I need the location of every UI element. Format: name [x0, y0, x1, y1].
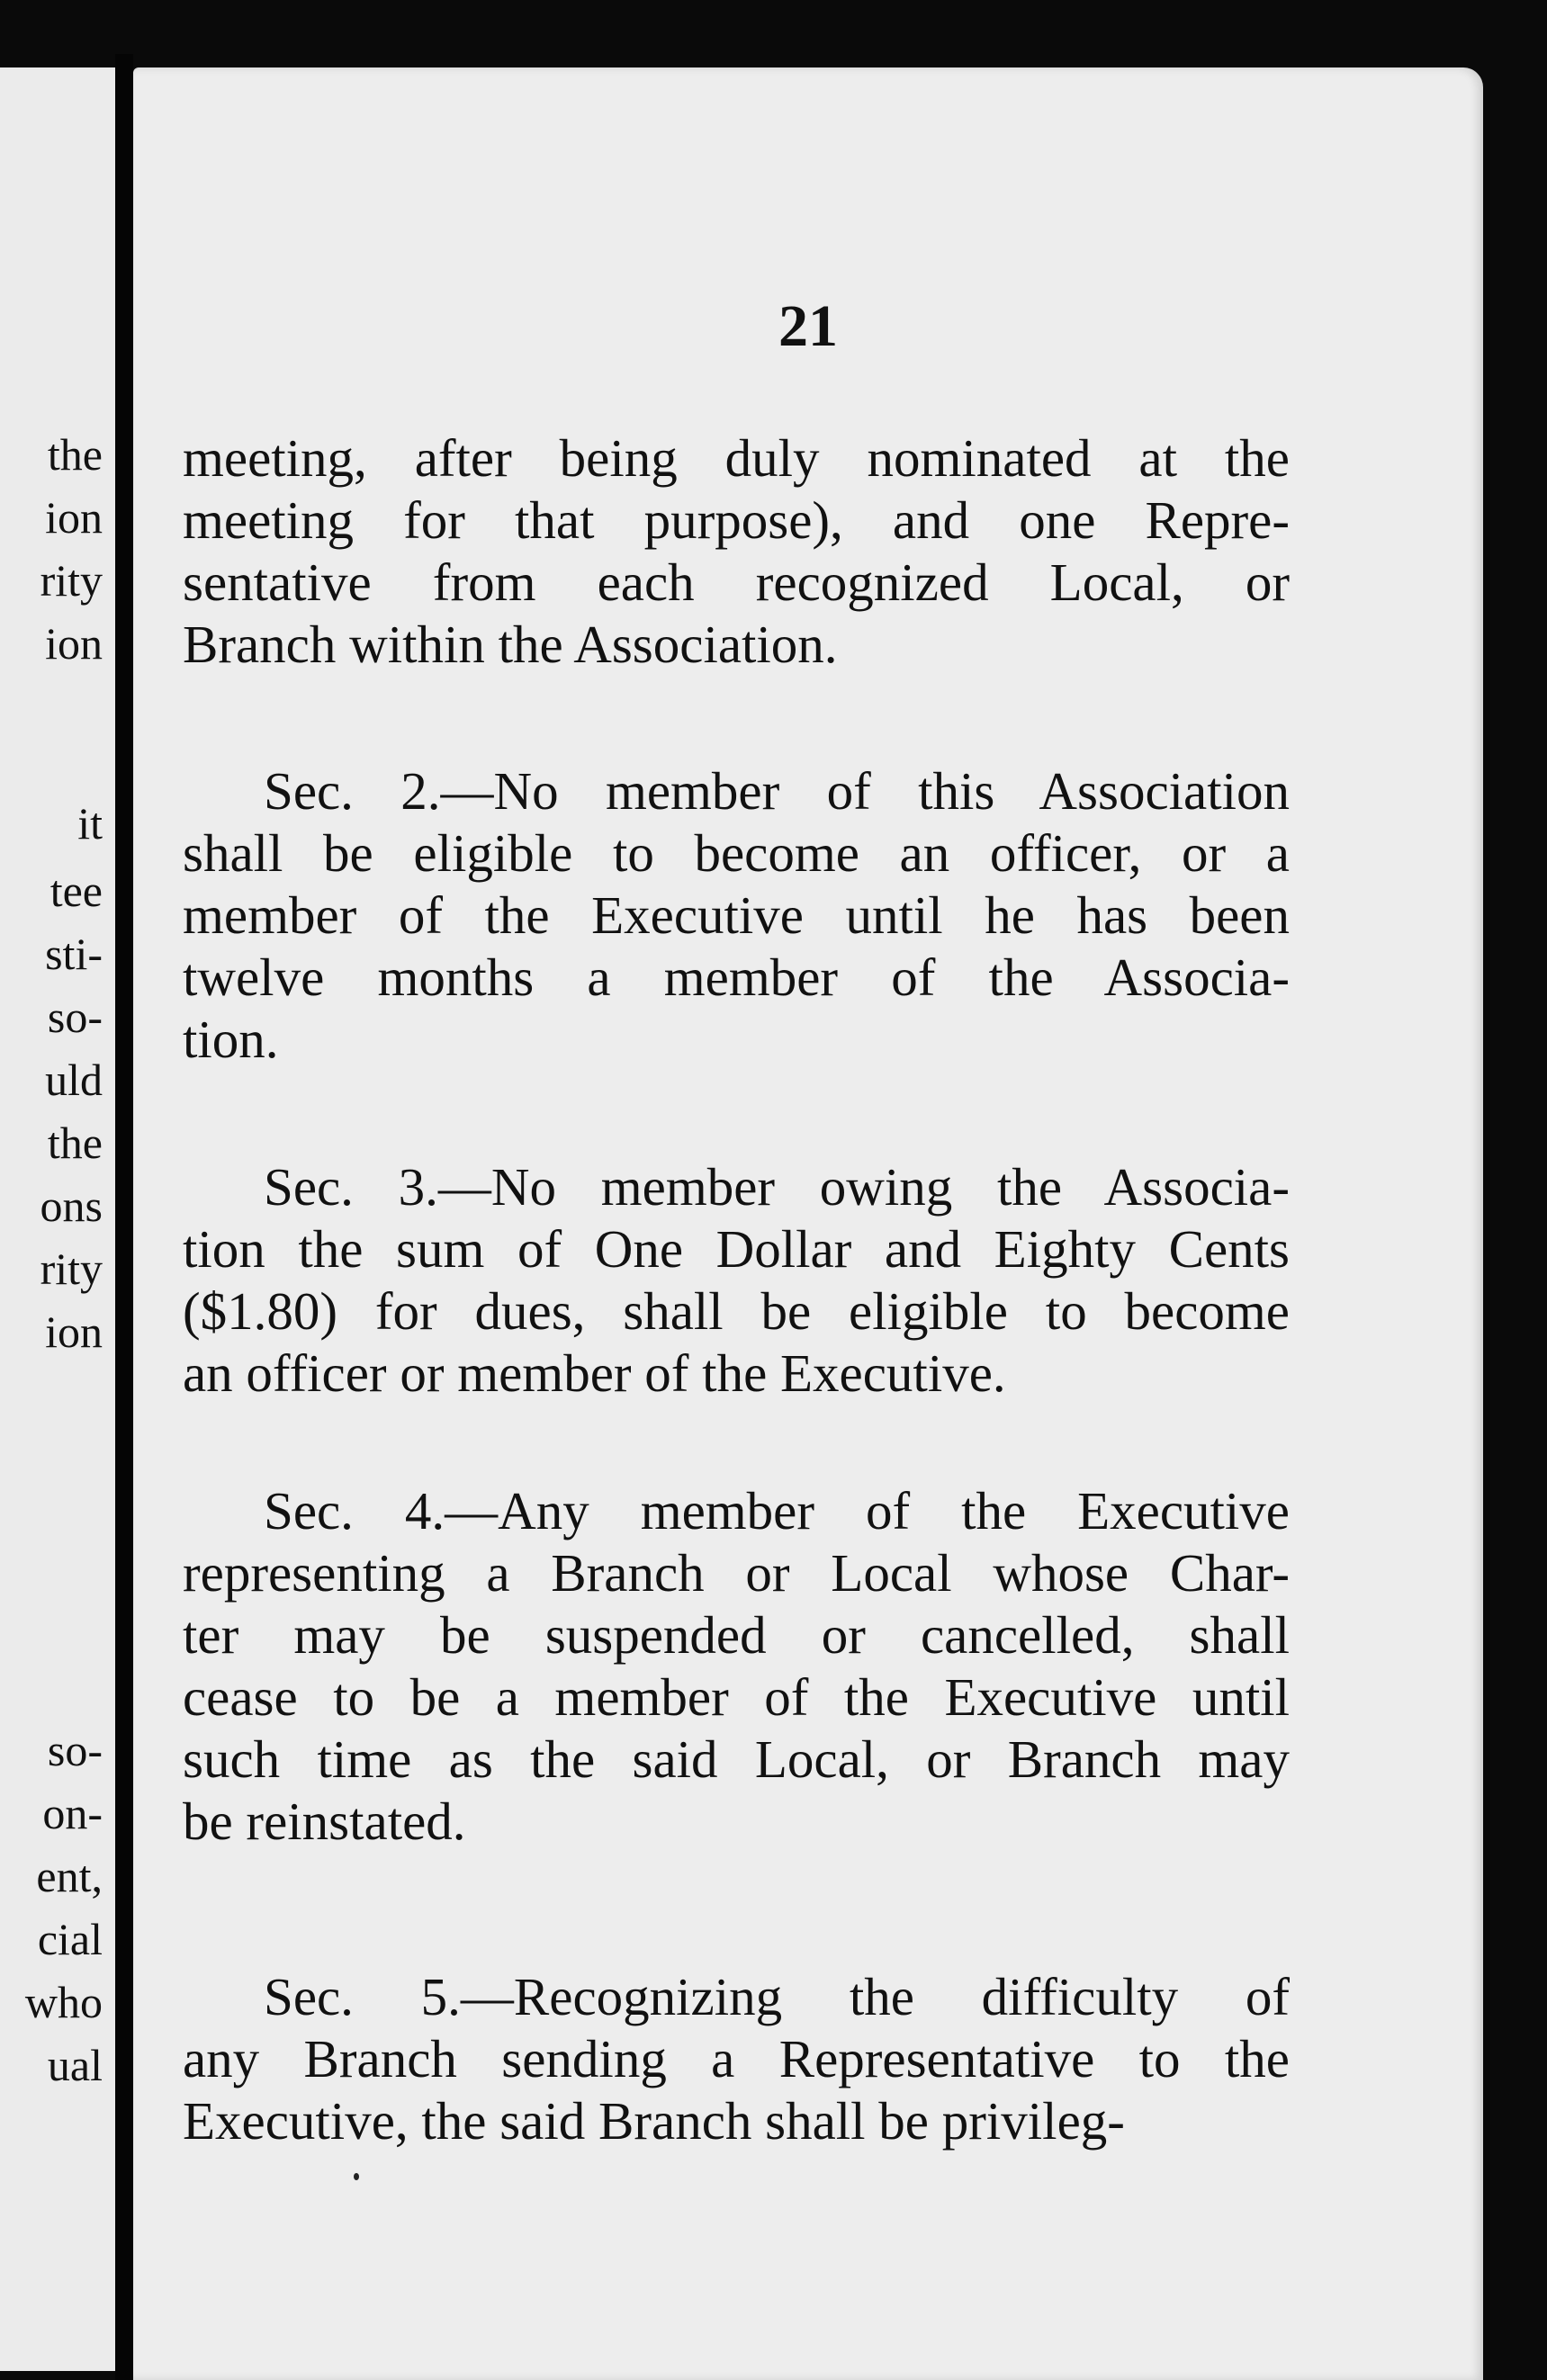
text-line: Executive, the said Branch shall be privileg- [183, 2091, 1125, 2151]
text-line: meeting for that purpose), and one Repre- [183, 490, 1290, 550]
left-fragment: ion [45, 492, 103, 543]
text-line: cease to be a member of the Executive until [183, 1667, 1290, 1727]
text-line: ter may be suspended or cancelled, shall [183, 1605, 1290, 1665]
left-fragment: the [47, 429, 103, 480]
text-line: any Branch sending a Representative to the [183, 2029, 1290, 2088]
left-fragment: ion [45, 618, 103, 669]
left-fragment: so- [47, 1725, 103, 1775]
text-line: such time as the said Local, or Branch may [183, 1729, 1290, 1789]
left-fragment: who [24, 1977, 103, 2027]
section-4 [183, 1480, 1290, 1853]
text-line: sentative from each recognized Local, or [183, 552, 1290, 612]
text-line: Sec. 5.—Recognizing the difficulty of [264, 1967, 1290, 2026]
text-line: Sec. 4.—Any member of the Executive [264, 1481, 1290, 1540]
text-line: shall be eligible to become an officer, or a [183, 823, 1290, 883]
left-fragment: the [47, 1118, 103, 1168]
left-fragment: it [77, 798, 103, 849]
text-line: tion the sum of One Dollar and Eighty Cents [183, 1219, 1290, 1279]
text-line: meeting, after being duly nominated at the [183, 428, 1290, 488]
text-line: twelve months a member of the Associa- [183, 948, 1290, 1007]
left-fragment: cial [37, 1914, 103, 1964]
left-fragment: on- [42, 1788, 103, 1838]
left-fragment: rity [40, 555, 103, 606]
text-line: Branch within the Association. [183, 615, 838, 674]
section-2 [183, 760, 1290, 1071]
left-fragment: sti- [45, 929, 103, 979]
document-page [133, 67, 1483, 2380]
text-line: member of the Executive until he has been [183, 885, 1290, 945]
book-spine [115, 54, 133, 2380]
left-fragment: so- [47, 992, 103, 1042]
paragraph-continuation [183, 427, 1290, 676]
previous-page-edge [0, 67, 115, 2371]
left-fragment: tee [49, 866, 103, 916]
left-fragment: ual [47, 2040, 103, 2090]
ink-speck [354, 2173, 359, 2180]
text-line: Sec. 3.—No member owing the Associa- [264, 1157, 1290, 1217]
text-line: tion. [183, 1010, 279, 1069]
page-number: 21 [778, 293, 838, 359]
section-5 [183, 1966, 1290, 2152]
left-fragment: ion [45, 1307, 103, 1357]
left-fragment: ent, [36, 1851, 103, 1901]
text-line: be reinstated. [183, 1792, 466, 1851]
left-fragment: ons [40, 1181, 103, 1231]
text-line: ($1.80) for dues, shall be eligible to become [183, 1281, 1290, 1341]
left-fragment: uld [45, 1055, 103, 1105]
left-fragment: rity [40, 1244, 103, 1294]
text-line: representing a Branch or Local whose Char- [183, 1543, 1290, 1603]
section-3 [183, 1156, 1290, 1405]
text-line: Sec. 2.—No member of this Association [264, 761, 1290, 821]
text-line: an officer or member of the Executive. [183, 1343, 1006, 1403]
